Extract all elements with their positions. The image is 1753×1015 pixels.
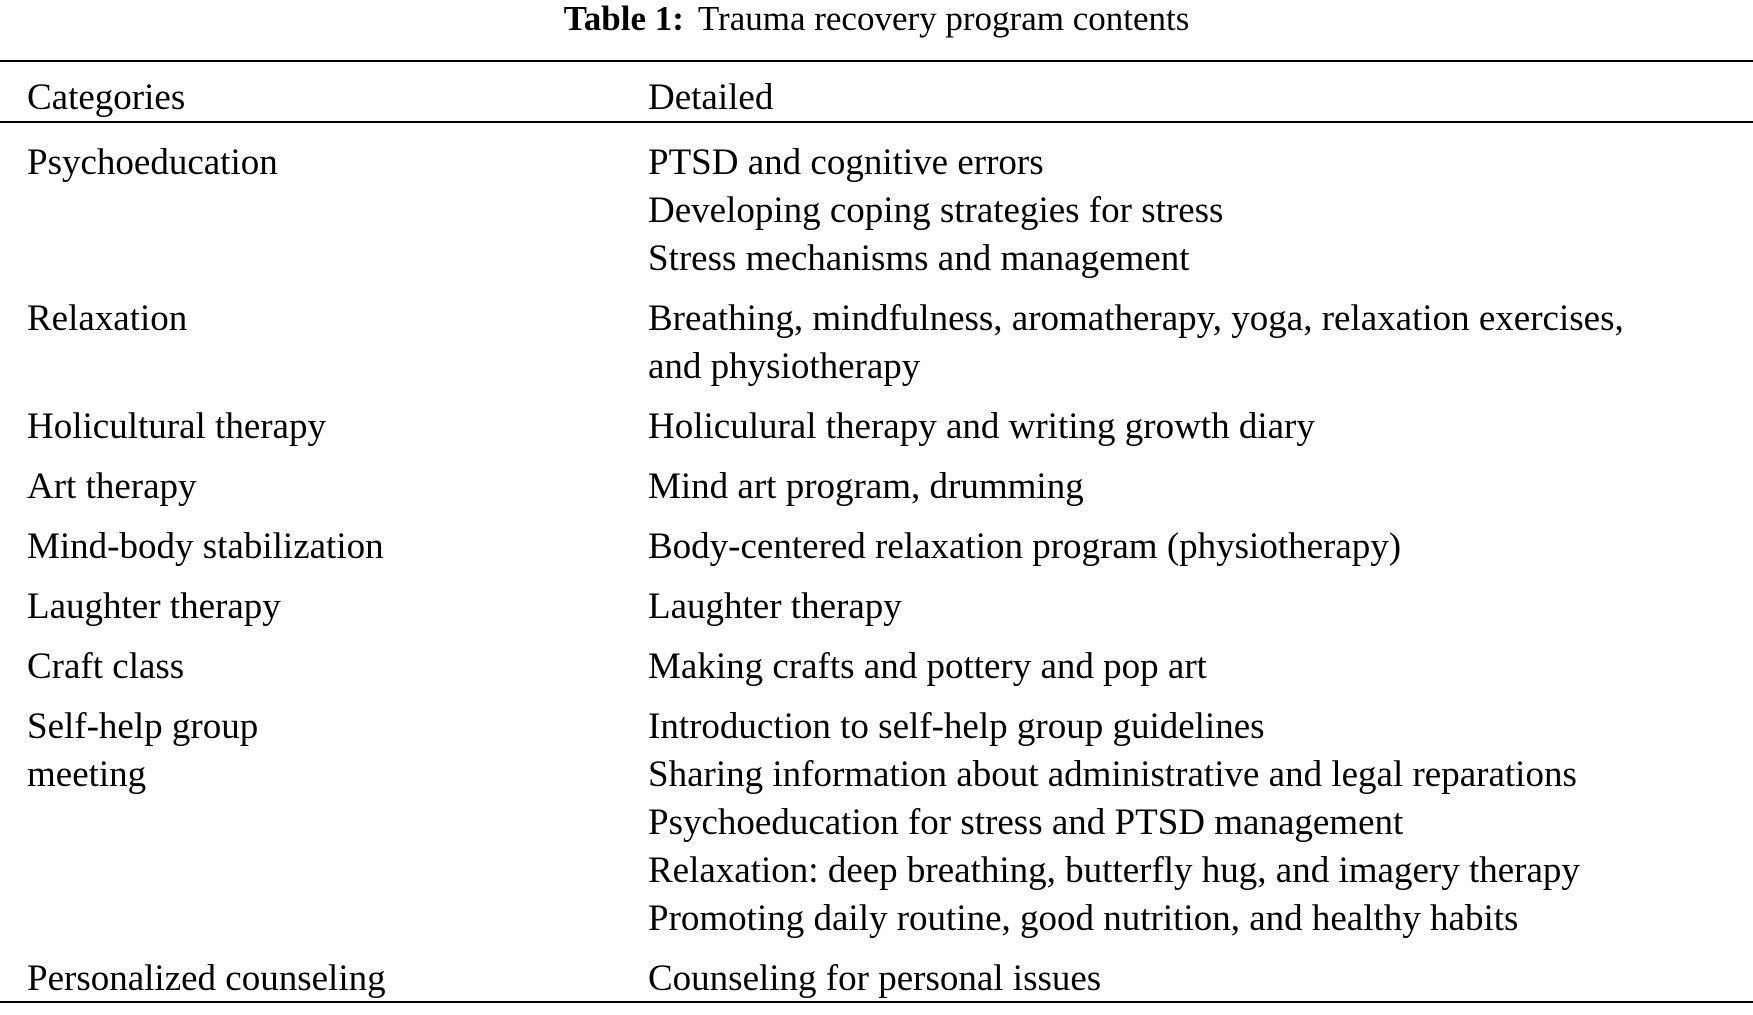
table-caption: [0, 0, 1753, 38]
table-row: [0, 523, 1753, 571]
detail-text: Laughter therapy: [648, 586, 902, 627]
detail-text: Making crafts and pottery and pop art: [648, 646, 1207, 687]
category-text: Holicultural therapy: [27, 406, 326, 447]
detail-text: Promoting daily routine, good nutrition, and healthy habits: [648, 898, 1519, 939]
detail-text: Mind art program, drumming: [648, 466, 1084, 507]
detail-cell: [621, 703, 1733, 943]
category-text: meeting: [27, 754, 147, 795]
category-text: Psychoeducation: [27, 142, 278, 183]
category-cell: [0, 403, 621, 451]
detail-cell: [621, 523, 1733, 571]
detail-cell: [621, 463, 1733, 511]
detail-text: Sharing information about administrative and legal reparations: [648, 754, 1577, 795]
table-row: [0, 583, 1753, 631]
table-header-rule: [0, 121, 1753, 123]
category-text: Self-help group: [27, 706, 259, 747]
detail-text: Body-centered relaxation program (physiotherapy): [648, 526, 1402, 567]
category-cell: [0, 703, 621, 943]
category-cell: [0, 463, 621, 511]
table-caption-title: Trauma recovery program contents: [697, 0, 1190, 38]
table-row: [0, 643, 1753, 691]
category-cell: [0, 643, 621, 691]
category-text: Personalized counseling: [27, 958, 386, 999]
category-cell: [0, 583, 621, 631]
column-header-detailed: Detailed: [648, 77, 774, 118]
detail-cell: [621, 403, 1733, 451]
detail-cell: [621, 139, 1733, 283]
category-text: Art therapy: [27, 466, 197, 507]
category-cell: [0, 523, 621, 571]
table-row: [0, 703, 1753, 943]
detail-text: and physiotherapy: [648, 346, 921, 387]
detail-text: Stress mechanisms and management: [648, 238, 1190, 279]
table-row: [0, 295, 1753, 391]
detail-cell: [621, 643, 1733, 691]
table-row: [0, 139, 1753, 283]
detail-text: Psychoeducation for stress and PTSD management: [648, 802, 1404, 843]
detail-cell: [621, 295, 1733, 391]
table-row: [0, 403, 1753, 451]
detail-text: Relaxation: deep breathing, butterfly hug, and imagery therapy: [648, 850, 1580, 891]
detail-text: Developing coping strategies for stress: [648, 190, 1224, 231]
column-header-categories: Categories: [27, 77, 186, 118]
table-caption-label: Table 1:: [563, 0, 684, 38]
table-row: [0, 463, 1753, 511]
table-row: [0, 955, 1753, 1003]
detail-text: Introduction to self-help group guidelines: [648, 706, 1265, 747]
detail-cell: [621, 583, 1733, 631]
category-text: Mind-body stabilization: [27, 526, 384, 567]
table-bottom-rule: [0, 1001, 1753, 1003]
category-text: Laughter therapy: [27, 586, 281, 627]
table-body: [0, 139, 1753, 1015]
detail-text: PTSD and cognitive errors: [648, 142, 1044, 183]
detail-text: Counseling for personal issues: [648, 958, 1102, 999]
category-cell: [0, 139, 621, 283]
table-top-rule: [0, 60, 1753, 62]
category-cell: [0, 955, 621, 1003]
category-cell: [0, 295, 621, 391]
detail-text: Holiculural therapy and writing growth diary: [648, 406, 1315, 447]
category-text: Relaxation: [27, 298, 188, 339]
detail-text: Breathing, mindfulness, aromatherapy, yoga, relaxation exercises,: [648, 298, 1624, 339]
detail-cell: [621, 955, 1733, 1003]
category-text: Craft class: [27, 646, 185, 687]
